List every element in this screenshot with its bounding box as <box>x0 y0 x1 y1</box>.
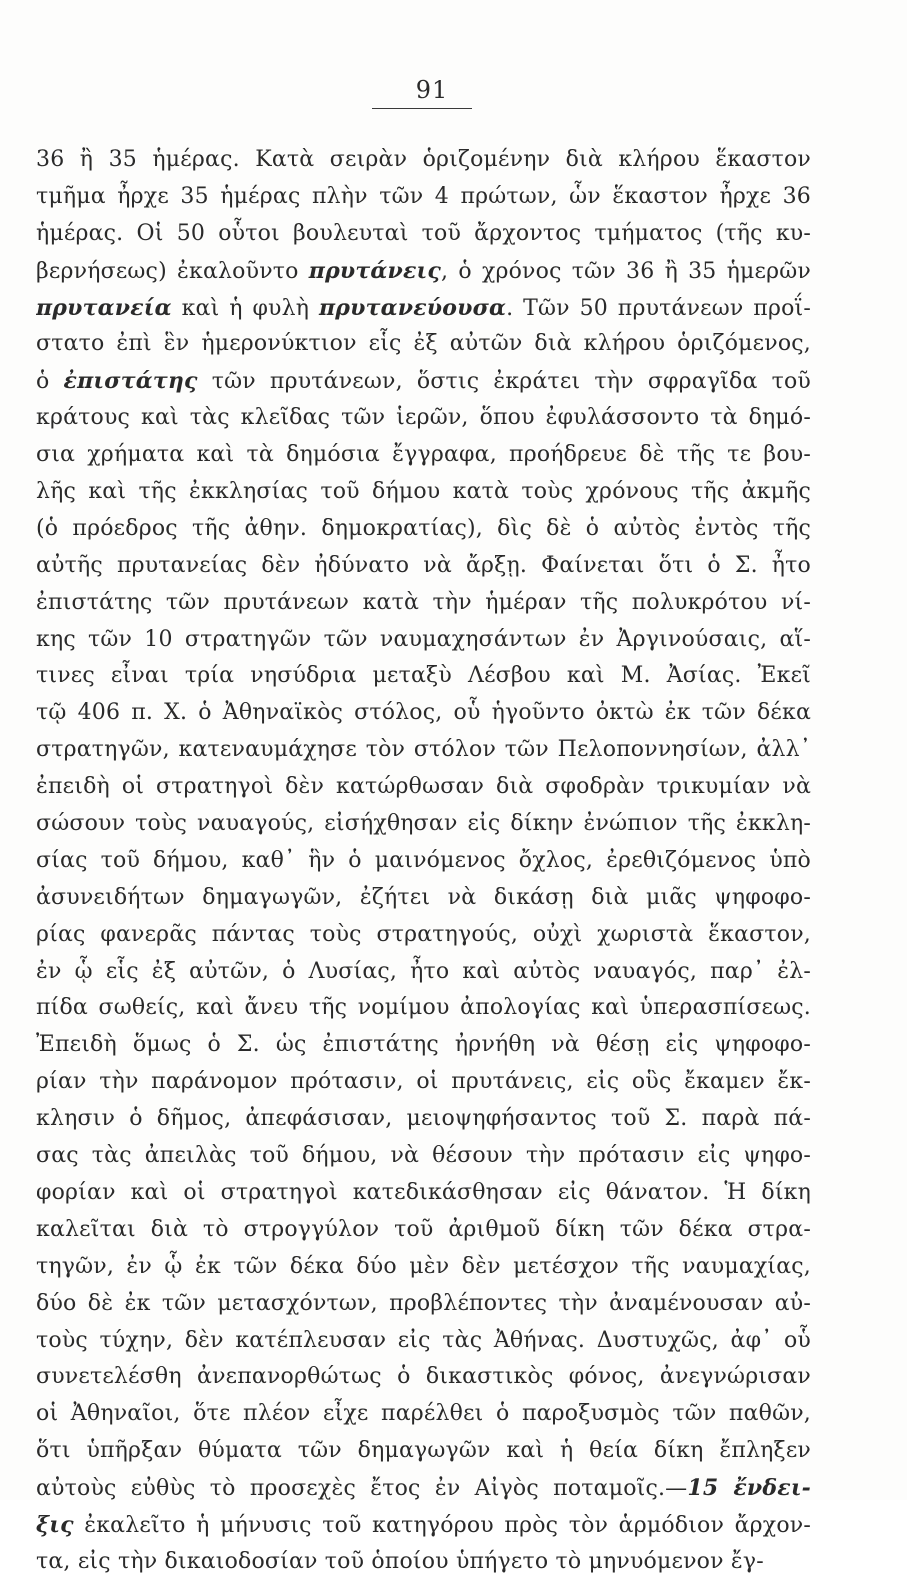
bold-term: ἐπιστάτης <box>63 368 198 395</box>
bold-term: πρυτανεία <box>36 294 172 321</box>
text-span: σια χρήματα καὶ τὰ δημόσια ἔγγραφα, προήδρευε δὲ τῆς τε βου- <box>36 442 811 468</box>
text-line <box>36 1507 811 1544</box>
text-span: κης τῶν 10 στρατηγῶν τῶν ναυμαχησάντων ἐν Ἀργινούσαις, αἵ- <box>36 626 811 652</box>
text-span: σας τὰς ἀπειλὰς τοῦ δήμου, νὰ θέσουν τὴν πρότασιν εἰς ψηφο- <box>36 1143 811 1169</box>
text-span: σίας τοῦ δήμου, καθ᾽ ἣν ὁ μαινόμενος ὄχλος, ἐρεθιζόμενος ὑπὸ <box>36 847 811 873</box>
page-number: 91 <box>415 76 449 104</box>
text-span: ἐπιστάτης τῶν πρυτάνεων κατὰ τὴν ἡμέραν τῆς πολυκρότου νί- <box>36 589 811 615</box>
text-span: καλεῖται διὰ τὸ στρογγύλον τοῦ ἀριθμοῦ δίκη τῶν δέκα στρα- <box>36 1216 811 1242</box>
text-line <box>36 1470 811 1507</box>
text-span: λῆς καὶ τῆς ἐκκλησίας τοῦ δήμου κατὰ τοὺς χρόνους τῆς ἀκμῆς <box>36 479 811 505</box>
text-line <box>36 769 811 806</box>
text-span: δύο δὲ ἐκ τῶν μετασχόντων, προβλέποντες τὴν ἀναμένουσαν αὐ- <box>36 1290 811 1316</box>
text-span: αὐτῆς πρυτανείας δὲν ἠδύνατο νὰ ἄρξῃ. Φαίνεται ὅτι ὁ Σ. ἦτο <box>36 552 811 578</box>
text-line <box>36 622 811 659</box>
text-line <box>36 548 811 585</box>
text-span: ἐκαλεῖτο ἡ μήνυσις τοῦ κατηγόρου πρὸς τὸν ἁρμόδιον ἄρχον- <box>73 1512 811 1538</box>
text-line <box>36 954 811 991</box>
body-text <box>36 142 811 1581</box>
text-line <box>36 880 811 917</box>
text-span: φορίαν καὶ οἱ στρατηγοὶ κατεδικάσθησαν εἰς θάνατον. Ἡ δίκη <box>36 1179 811 1205</box>
text-line <box>36 179 811 216</box>
text-span: οἱ Ἀθηναῖοι, ὅτε πλέον εἶχε παρέλθει ὁ παροξυσμὸς τῶν παθῶν, <box>36 1401 811 1427</box>
text-span: ἡμέρας. Οἱ 50 οὗτοι βουλευταὶ τοῦ ἄρχοντος τμήματος (τῆς κυ- <box>36 220 811 246</box>
text-span: στατο ἐπὶ ἓν ἡμερονύκτιον εἷς ἐξ αὐτῶν διὰ κλήρου ὁριζόμενος, <box>36 331 811 357</box>
bold-term: ξις <box>36 1511 74 1538</box>
text-span: βερνήσεως) ἐκαλοῦντο <box>36 258 309 284</box>
text-line <box>36 917 811 954</box>
bold-term: πρυτανεύουσα <box>319 294 507 321</box>
text-line <box>36 253 811 290</box>
text-line <box>36 474 811 511</box>
bold-term: 15 ἔνδει- <box>687 1475 811 1502</box>
text-span: Ἐπειδὴ ὅμως ὁ Σ. ὡς ἐπιστάτης ἠρνήθη νὰ θέσῃ εἰς ψηφοφο- <box>36 1032 811 1058</box>
text-line <box>36 806 811 843</box>
text-line <box>36 990 811 1027</box>
text-line <box>36 437 811 474</box>
text-span: ρίαν τὴν παράνομον πρότασιν, οἱ πρυτάνεις, εἰς οὓς ἔκαμεν ἔκ- <box>36 1069 811 1095</box>
text-line <box>36 695 811 732</box>
text-span: τινες εἶναι τρία νησύδρια μεταξὺ Λέσβου καὶ Μ. Ἀσίας. Ἐκεῖ <box>36 663 811 689</box>
text-span: τμῆμα ἦρχε 35 ἡμέρας πλὴν τῶν 4 πρώτων, ὧν ἕκαστον ἦρχε 36 <box>36 183 811 209</box>
text-line <box>36 1286 811 1323</box>
text-line <box>36 511 811 548</box>
text-span: (ὁ πρόεδρος τῆς ἀθην. δημοκρατίας), δὶς δὲ ὁ αὐτὸς ἐντὸς τῆς <box>36 515 811 541</box>
text-line <box>36 1359 811 1396</box>
text-line <box>36 363 811 400</box>
text-span: ἐπειδὴ οἱ στρατηγοὶ δὲν κατώρθωσαν διὰ σφοδρὰν τρικυμίαν νὰ <box>36 774 811 800</box>
text-line <box>36 326 811 363</box>
text-span: τοὺς τύχην, δὲν κατέπλευσαν εἰς τὰς Ἀθήνας. Δυστυχῶς, ἀφ᾽ οὗ <box>36 1327 811 1353</box>
text-span: τηγῶν, ἐν ᾧ ἐκ τῶν δέκα δύο μὲν δὲν μετέσχον τῆς ναυμαχίας, <box>36 1253 811 1279</box>
text-line <box>36 1175 811 1212</box>
text-line <box>36 1323 811 1360</box>
text-line <box>36 732 811 769</box>
text-line <box>36 843 811 880</box>
text-line <box>36 1433 811 1470</box>
text-span: στρατηγῶν, κατεναυμάχησε τὸν στόλον τῶν Πελοποννησίων, ἀλλ᾽ <box>36 737 811 763</box>
text-span: σώσουν τοὺς ναυαγούς, εἰσήχθησαν εἰς δίκην ἐνώπιον τῆς ἐκκλη- <box>36 811 811 837</box>
bold-term: πρυτάνεις <box>308 257 441 284</box>
text-line <box>36 142 811 179</box>
text-span: ρίας φανερᾶς πάντας τοὺς στρατηγούς, οὐχὶ χωριστὰ ἕκαστον, <box>36 921 811 947</box>
text-span: τῷ 406 π. Χ. ὁ Ἀθηναϊκὸς στόλος, οὗ ἡγοῦντο ὀκτὼ ἐκ τῶν δέκα <box>36 700 811 726</box>
text-line <box>36 1249 811 1286</box>
text-line <box>36 1212 811 1249</box>
text-line <box>36 1064 811 1101</box>
text-line <box>36 290 811 327</box>
text-span: συνετελέσθη ἀνεπανορθώτως ὁ δικαστικὸς φόνος, ἀνεγνώρισαν <box>36 1364 811 1390</box>
text-span: αὐτοὺς εὐθὺς τὸ προσεχὲς ἔτος ἐν Αἰγὸς ποταμοῖς.— <box>36 1476 688 1502</box>
text-line <box>36 1396 811 1433</box>
text-span: τῶν πρυτάνεων, ὅστις ἐκράτει τὴν σφραγῖδα τοῦ <box>197 369 811 395</box>
text-span: καὶ ἡ φυλὴ <box>171 295 319 321</box>
text-span: ὅτι ὑπῆρξαν θύματα τῶν δημαγωγῶν καὶ ἡ θεία δίκη ἔπληξεν <box>36 1438 811 1464</box>
text-span: ἀσυνειδήτων δημαγωγῶν, ἐζήτει νὰ δικάσῃ διὰ μιᾶς ψηφοφο- <box>36 884 811 910</box>
text-span: 36 ἢ 35 ἡμέρας. Κατὰ σειρὰν ὁριζομένην διὰ κλήρου ἕκαστον <box>36 147 811 172</box>
text-line <box>36 216 811 253</box>
text-span: κλησιν ὁ δῆμος, ἀπεφάσισαν, μειοψηφήσαντος τοῦ Σ. παρὰ πά- <box>36 1106 811 1132</box>
text-span: ὁ <box>36 369 64 395</box>
text-line <box>36 1138 811 1175</box>
text-line <box>36 1101 811 1138</box>
text-span: πίδα σωθείς, καὶ ἄνευ τῆς νομίμου ἀπολογίας καὶ ὑπερασπίσεως. <box>36 995 811 1021</box>
text-span: κράτους καὶ τὰς κλεῖδας τῶν ἱερῶν, ὅπου ἐφυλάσσοντο τὰ δημό- <box>36 405 811 431</box>
page-number-rule <box>372 108 472 109</box>
text-line <box>36 1544 811 1581</box>
text-line <box>36 658 811 695</box>
text-span: ἐν ᾧ εἷς ἐξ αὐτῶν, ὁ Λυσίας, ἦτο καὶ αὐτὸς ναυαγός, παρ᾽ ἐλ- <box>36 958 811 984</box>
text-span: τα, εἰς τὴν δικαιοδοσίαν τοῦ ὁποίου ὑπήγετο τὸ μηνυόμενον ἔγ- <box>36 1548 764 1574</box>
text-line <box>36 400 811 437</box>
text-span: , ὁ χρόνος τῶν 36 ἢ 35 ἡμερῶν <box>440 258 811 284</box>
text-line <box>36 585 811 622</box>
text-span: . Τῶν 50 πρυτάνεων προΐ- <box>506 295 811 321</box>
text-line <box>36 1027 811 1064</box>
